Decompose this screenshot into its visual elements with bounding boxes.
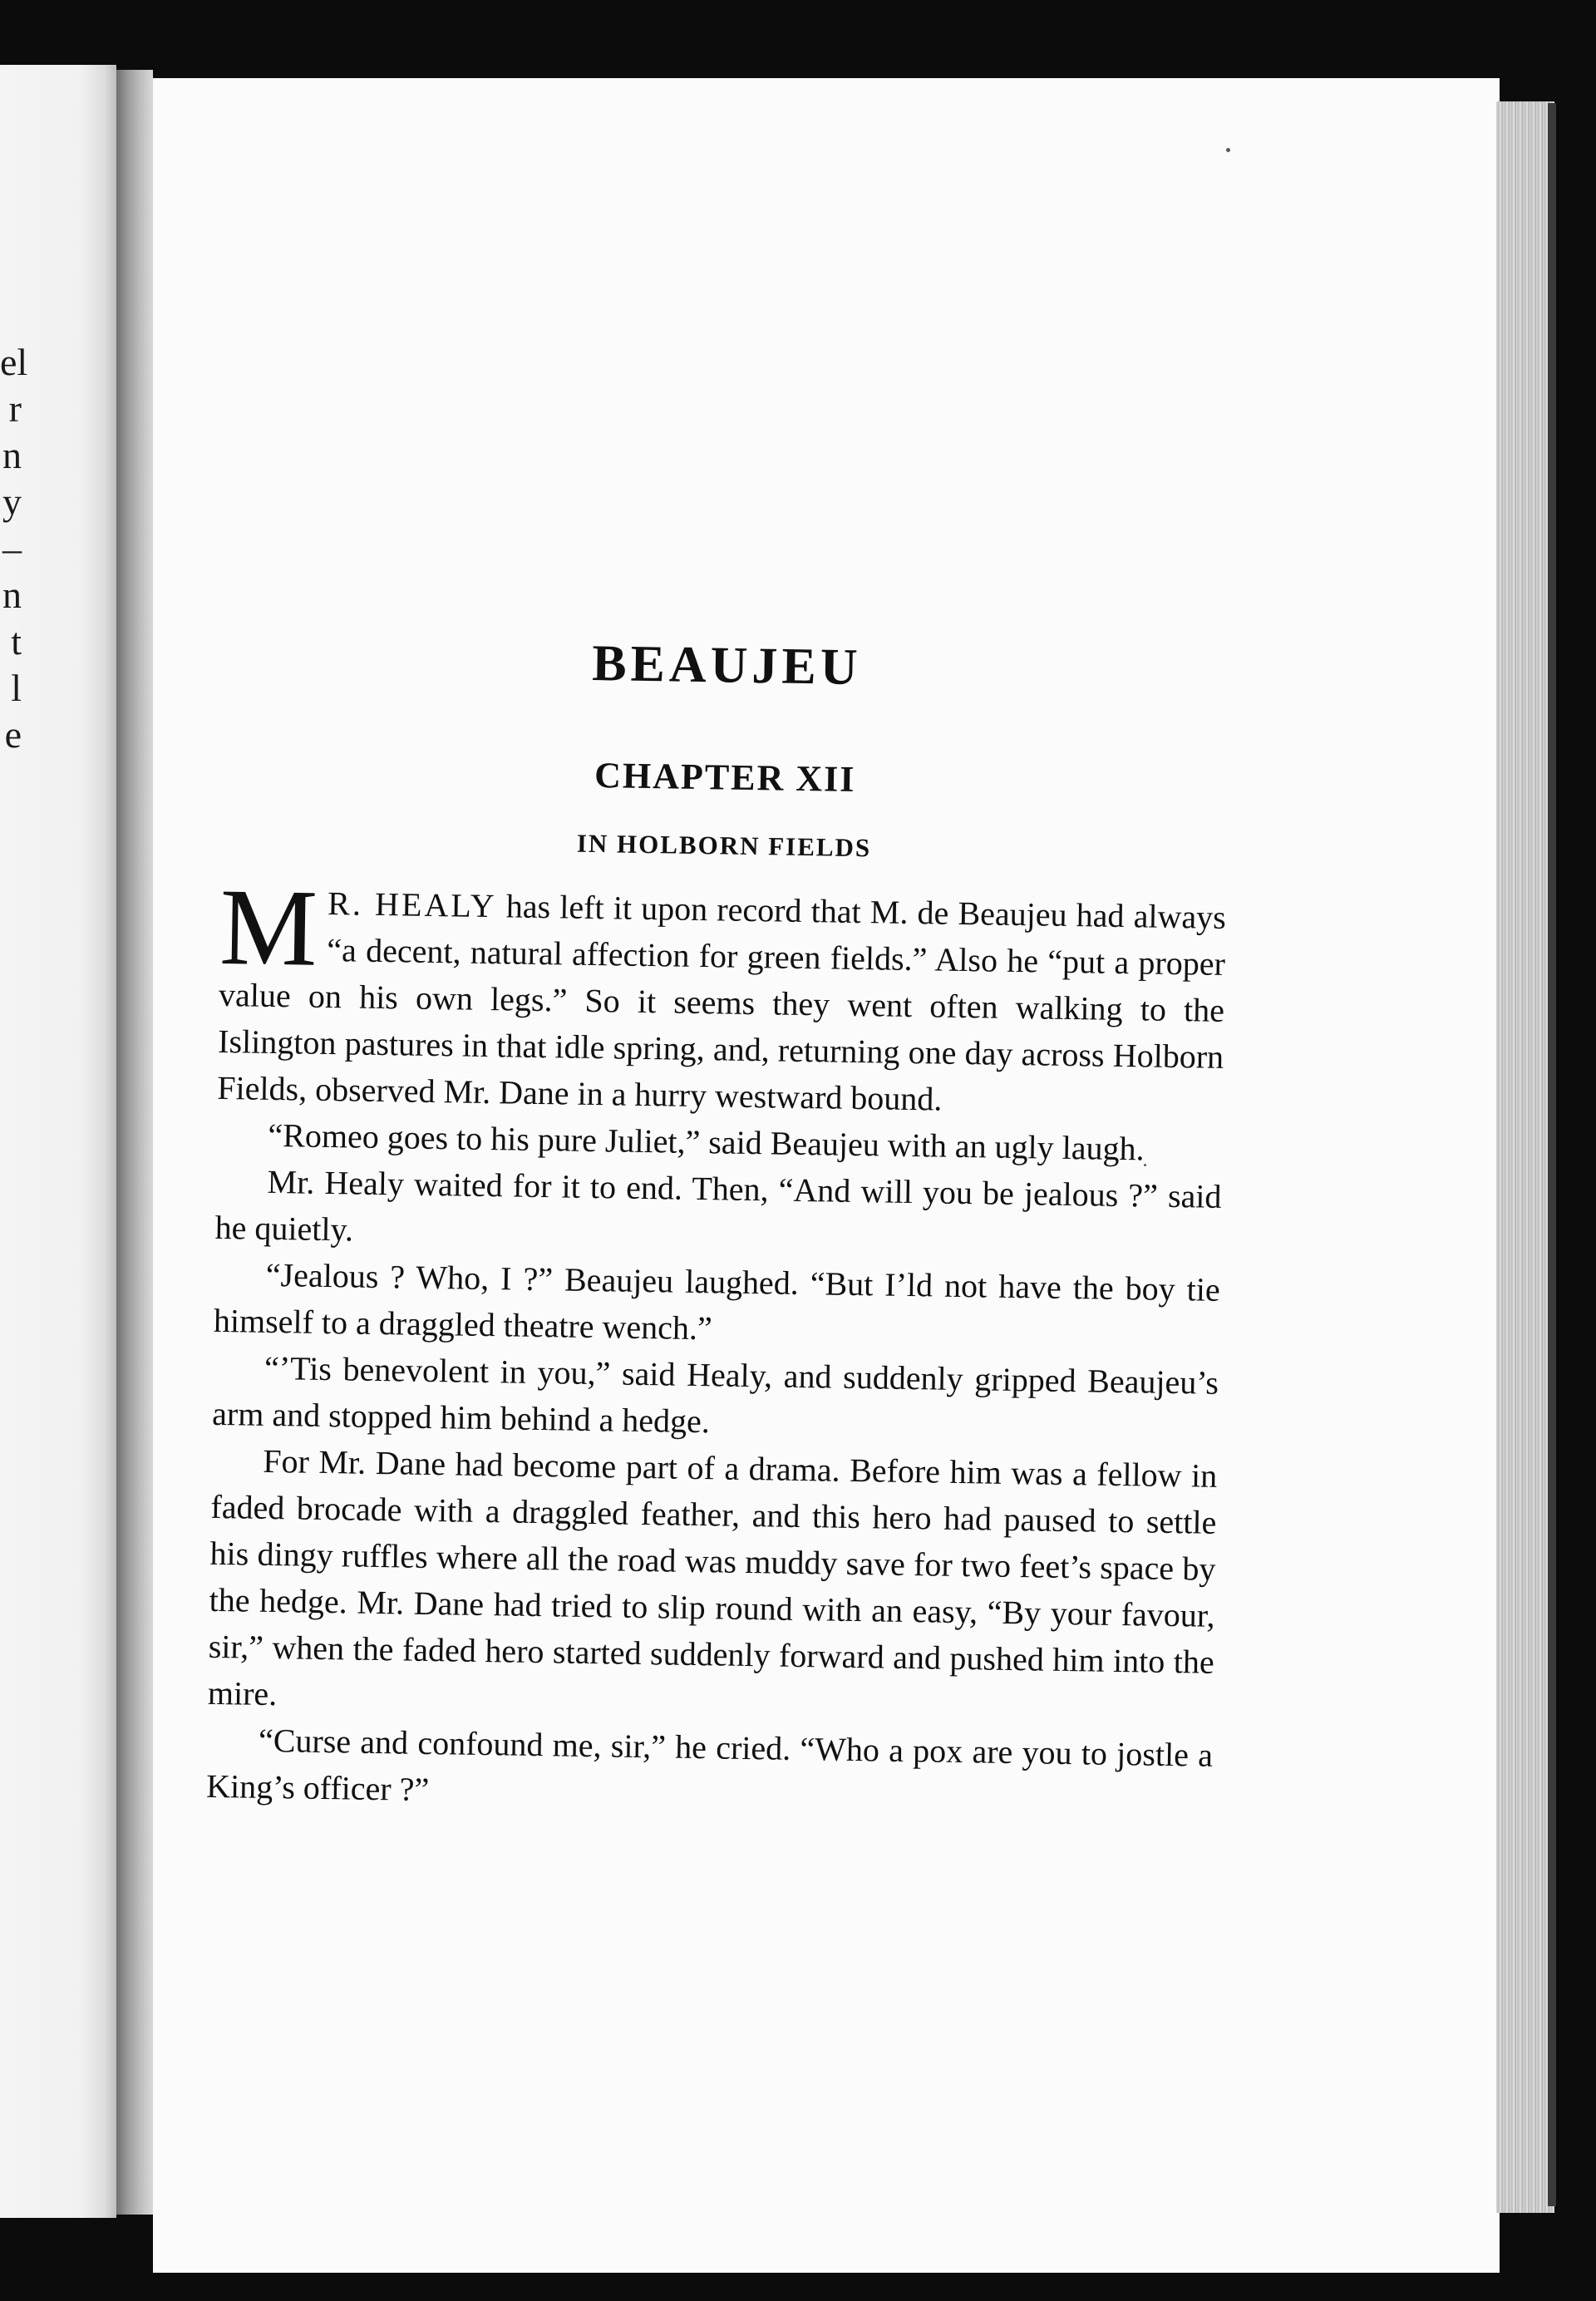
left-fragment: n xyxy=(2,574,22,616)
paragraph: “Jealous ? Who, I ?” Beaujeu laughed. “But I’ld not have the boy tie himself to a draggled theatre wench.” xyxy=(213,1255,1221,1348)
left-fragment: e xyxy=(4,713,22,756)
left-fragment: y xyxy=(2,480,22,523)
page-content xyxy=(206,632,1230,1826)
left-fragment: – xyxy=(2,527,22,569)
paragraph: “’Tis benevolent in you,” said Healy, and suddenly gripped Beaujeu’s arm and stopped him behind a hedge. xyxy=(211,1348,1219,1441)
left-fragment: r xyxy=(8,387,22,430)
left-fragment: el xyxy=(0,341,28,383)
left-page xyxy=(0,65,116,2218)
page-edge-shadow xyxy=(1548,103,1556,2206)
chapter-subtitle: IN HOLBORN FIELDS xyxy=(576,828,872,863)
book-gutter xyxy=(116,70,153,2215)
paragraph: For Mr. Dane had become part of a drama. Before him was a fellow in faded brocade with a draggled feather, and this hero had paused to settle his dingy ruffles where all the road was muddy save for two feet’s space by the hedge. Mr. Dane had tried to slip round with an easy, “By your favour, sir,” when the faded hero started suddenly forward and pushed him into the mire. xyxy=(207,1441,1218,1713)
left-fragment: n xyxy=(2,434,22,476)
opening-smallcaps: R. HEALY xyxy=(327,884,497,925)
paragraph: “Curse and confound me, sir,” he cried. “Who a pox are you to jostle a King’s officer ?” xyxy=(205,1721,1214,1809)
paragraph xyxy=(217,865,1227,1127)
left-page-text-fragments xyxy=(0,339,33,758)
paragraph-text: has left it upon record that M. de Beaujeu had always “a decent, natural affection for green fields.” Also he “put a proper value on his own legs.” So it seems they went often walking to the Islington pastures in that idle spring, and, returning one day across Holborn Fields, observed Mr. Dane in a hurry westward bound. xyxy=(217,887,1227,1118)
paper-speck xyxy=(1226,148,1230,152)
chapter-title: CHAPTER XII xyxy=(594,755,856,800)
left-fragment: l xyxy=(11,667,22,709)
paragraph: Mr. Healy waited for it to end. Then, “And will you be jealous ?” said he quietly. xyxy=(214,1162,1222,1249)
book-title: BEAUJEU xyxy=(591,634,863,697)
page-edge xyxy=(1496,101,1554,2213)
drop-cap: M xyxy=(219,865,318,989)
paragraph: “Romeo goes to his pure Juliet,” said Beaujeu with an ugly laugh. xyxy=(268,1116,1145,1168)
left-fragment: t xyxy=(11,620,22,663)
